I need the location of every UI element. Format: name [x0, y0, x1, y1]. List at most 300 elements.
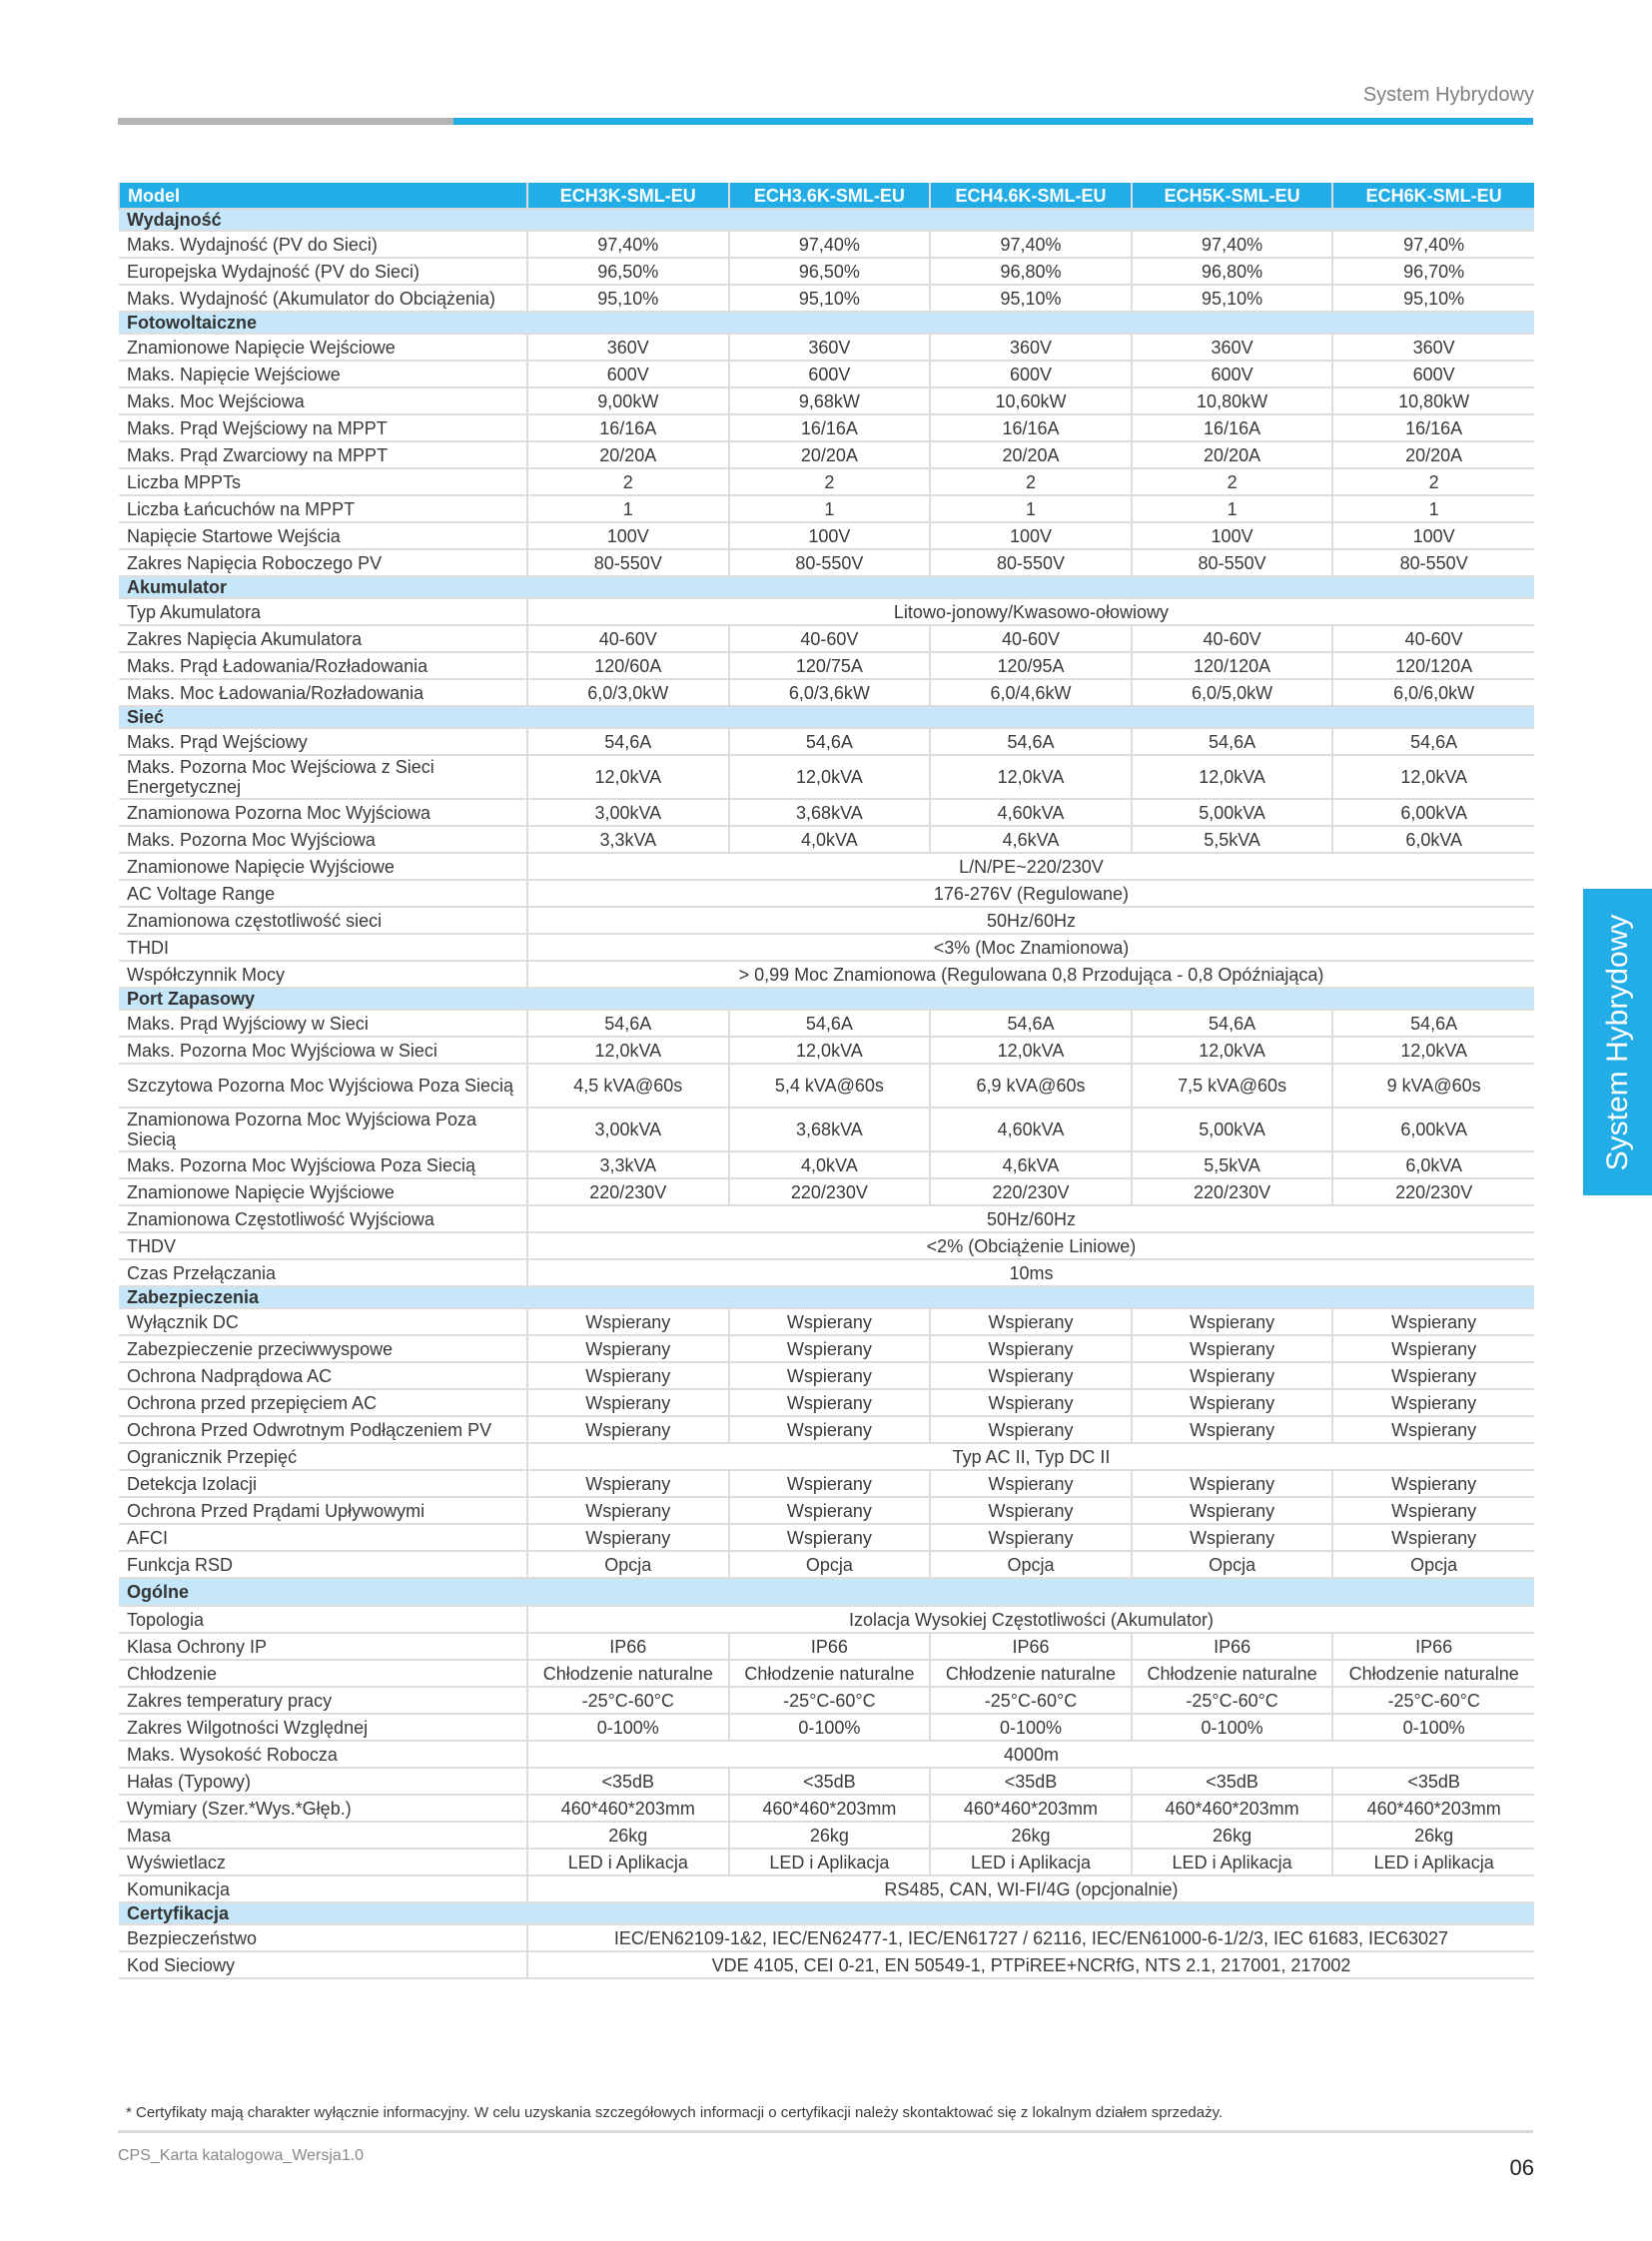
table-row	[119, 1416, 1534, 1443]
row-value: Wspierany	[1332, 1362, 1534, 1389]
table-row	[119, 495, 1534, 522]
row-value: 54,6A	[729, 1010, 931, 1037]
table-row	[119, 1010, 1534, 1037]
row-value: 1	[729, 495, 931, 522]
row-value-all-models: <3% (Moc Znamionowa)	[527, 934, 1534, 961]
row-label: Znamionowa Pozorna Moc Wyjściowa	[119, 799, 527, 826]
table-row	[119, 334, 1534, 361]
row-label: Maks. Wysokość Robocza	[119, 1741, 527, 1768]
row-value-all-models: Izolacja Wysokiej Częstotliwości (Akumulator)	[527, 1606, 1534, 1633]
row-value: 1	[930, 495, 1132, 522]
row-value: 95,10%	[930, 285, 1132, 312]
row-label: Liczba Łańcuchów na MPPT	[119, 495, 527, 522]
row-label: Topologia	[119, 1606, 527, 1633]
table-row	[119, 1660, 1534, 1687]
row-label: Komunikacja	[119, 1875, 527, 1902]
row-value: Opcja	[930, 1551, 1132, 1578]
row-value: 6,0/3,0kW	[527, 679, 729, 706]
row-value: Chłodzenie naturalne	[1332, 1660, 1534, 1687]
row-value: 120/75A	[729, 652, 931, 679]
row-value: Wspierany	[729, 1416, 931, 1443]
row-value: 26kg	[1332, 1822, 1534, 1849]
row-label: Zabezpieczenie przeciwwyspowe	[119, 1335, 527, 1362]
row-value: 54,6A	[1132, 728, 1333, 755]
row-value: 40-60V	[527, 625, 729, 652]
row-value: 3,00kVA	[527, 799, 729, 826]
row-label: Ochrona Nadprądowa AC	[119, 1362, 527, 1389]
row-value: 54,6A	[1332, 728, 1534, 755]
row-value: IP66	[729, 1633, 931, 1660]
row-label: Chłodzenie	[119, 1660, 527, 1687]
row-value: 26kg	[1132, 1822, 1333, 1849]
row-value: Wspierany	[527, 1470, 729, 1497]
row-value: 20/20A	[729, 441, 931, 468]
row-value: 5,5kVA	[1132, 1151, 1333, 1178]
row-value: 3,3kVA	[527, 826, 729, 853]
row-value: 6,0kVA	[1332, 1151, 1534, 1178]
row-value: Wspierany	[1132, 1470, 1333, 1497]
table-row	[119, 679, 1534, 706]
row-value: 10,80kW	[1332, 387, 1534, 414]
row-value: 12,0kVA	[527, 1037, 729, 1064]
section-row	[119, 988, 1534, 1010]
row-value: Wspierany	[527, 1308, 729, 1335]
row-label: Wyłącznik DC	[119, 1308, 527, 1335]
row-value: 6,0/4,6kW	[930, 679, 1132, 706]
row-value: 9,00kW	[527, 387, 729, 414]
row-value: Wspierany	[1332, 1524, 1534, 1551]
row-value: 10,80kW	[1132, 387, 1333, 414]
table-row	[119, 1151, 1534, 1178]
row-value: 20/20A	[1132, 441, 1333, 468]
table-row	[119, 1037, 1534, 1064]
row-value: Wspierany	[1132, 1308, 1333, 1335]
row-label: Ogranicznik Przepięć	[119, 1443, 527, 1470]
row-value: 100V	[1132, 522, 1333, 549]
row-value: 97,40%	[527, 231, 729, 258]
row-value: 120/95A	[930, 652, 1132, 679]
table-row	[119, 799, 1534, 826]
row-value-all-models: 50Hz/60Hz	[527, 907, 1534, 934]
row-value: Wspierany	[729, 1335, 931, 1362]
row-value: Wspierany	[930, 1362, 1132, 1389]
row-value: 360V	[1332, 334, 1534, 361]
row-value: LED i Aplikacja	[1132, 1849, 1333, 1875]
row-value: 2	[729, 468, 931, 495]
row-value: 40-60V	[930, 625, 1132, 652]
section-title: Certyfikacja	[119, 1902, 1534, 1924]
table-row	[119, 598, 1534, 625]
header-model-label: Model	[119, 183, 527, 209]
table-row	[119, 1741, 1534, 1768]
table-row	[119, 1795, 1534, 1822]
row-value: 40-60V	[729, 625, 931, 652]
row-label: Maks. Pozorna Moc Wyjściowa w Sieci	[119, 1037, 527, 1064]
row-value: Wspierany	[1132, 1416, 1333, 1443]
row-value: Chłodzenie naturalne	[1132, 1660, 1333, 1687]
row-value: Wspierany	[1132, 1335, 1333, 1362]
row-label: Zakres Napięcia Akumulatora	[119, 625, 527, 652]
row-label: Liczba MPPTs	[119, 468, 527, 495]
row-value: 6,9 kVA@60s	[930, 1064, 1132, 1108]
table-row	[119, 961, 1534, 988]
row-value: 600V	[527, 361, 729, 387]
row-value: Opcja	[527, 1551, 729, 1578]
row-value-all-models: Typ AC II, Typ DC II	[527, 1443, 1534, 1470]
row-value: 12,0kVA	[1332, 1037, 1534, 1064]
row-value: 4,60kVA	[930, 1108, 1132, 1151]
row-value: 95,10%	[1332, 285, 1534, 312]
section-row	[119, 706, 1534, 728]
table-row	[119, 387, 1534, 414]
row-value: 5,00kVA	[1132, 1108, 1333, 1151]
header-model-4: ECH5K-SML-EU	[1132, 183, 1333, 209]
row-label: Ochrona Przed Prądami Upływowymi	[119, 1497, 527, 1524]
row-label: Znamionowa Częstotliwość Wyjściowa	[119, 1205, 527, 1232]
row-value: 54,6A	[930, 1010, 1132, 1037]
row-value: Wspierany	[930, 1416, 1132, 1443]
row-value: IP66	[930, 1633, 1132, 1660]
row-label: Kod Sieciowy	[119, 1951, 527, 1978]
table-row	[119, 1232, 1534, 1259]
table-row	[119, 1822, 1534, 1849]
row-value: 96,80%	[1132, 258, 1333, 285]
row-value: 220/230V	[1132, 1178, 1333, 1205]
table-row	[119, 1606, 1534, 1633]
row-label: Europejska Wydajność (PV do Sieci)	[119, 258, 527, 285]
row-label: Czas Przełączania	[119, 1259, 527, 1286]
row-value: 4,0kVA	[729, 826, 931, 853]
row-value: 600V	[1132, 361, 1333, 387]
row-value: Wspierany	[1332, 1497, 1534, 1524]
row-value: Wspierany	[930, 1470, 1132, 1497]
section-title: Sieć	[119, 706, 1534, 728]
row-value: 26kg	[930, 1822, 1132, 1849]
row-value: 16/16A	[729, 414, 931, 441]
row-label: Wymiary (Szer.*Wys.*Głęb.)	[119, 1795, 527, 1822]
row-label: Znamionowa częstotliwość sieci	[119, 907, 527, 934]
row-value: 360V	[930, 334, 1132, 361]
row-value: 95,10%	[527, 285, 729, 312]
row-value: -25°C-60°C	[930, 1687, 1132, 1714]
row-label: Maks. Prąd Wejściowy	[119, 728, 527, 755]
row-value: 9,68kW	[729, 387, 931, 414]
row-value: 80-550V	[729, 549, 931, 576]
row-value: 360V	[527, 334, 729, 361]
table-row	[119, 1259, 1534, 1286]
row-value-all-models: 10ms	[527, 1259, 1534, 1286]
row-value: 54,6A	[527, 1010, 729, 1037]
row-value: 0-100%	[729, 1714, 931, 1741]
row-value: LED i Aplikacja	[1332, 1849, 1534, 1875]
row-value: 95,10%	[1132, 285, 1333, 312]
row-value: 220/230V	[930, 1178, 1132, 1205]
row-value: 6,0/3,6kW	[729, 679, 931, 706]
row-value: IP66	[527, 1633, 729, 1660]
row-value: -25°C-60°C	[527, 1687, 729, 1714]
table-row	[119, 1951, 1534, 1978]
row-value-all-models: RS485, CAN, WI-FI/4G (opcjonalnie)	[527, 1875, 1534, 1902]
row-value: Wspierany	[1332, 1470, 1534, 1497]
row-value: Wspierany	[729, 1308, 931, 1335]
row-value: Wspierany	[1332, 1308, 1534, 1335]
row-value: 460*460*203mm	[1132, 1795, 1333, 1822]
row-value: 1	[1332, 495, 1534, 522]
table-row	[119, 1768, 1534, 1795]
section-row	[119, 1902, 1534, 1924]
row-value: 5,4 kVA@60s	[729, 1064, 931, 1108]
row-value: 3,3kVA	[527, 1151, 729, 1178]
table-row	[119, 522, 1534, 549]
table-header-row	[119, 183, 1534, 209]
row-value: 0-100%	[1132, 1714, 1333, 1741]
row-value: 54,6A	[930, 728, 1132, 755]
table-row	[119, 1687, 1534, 1714]
row-value: Wspierany	[1332, 1389, 1534, 1416]
row-value: 97,40%	[1132, 231, 1333, 258]
section-title: Wydajność	[119, 209, 1534, 231]
row-value: LED i Aplikacja	[729, 1849, 931, 1875]
row-value-all-models: Litowo-jonowy/Kwasowo-ołowiowy	[527, 598, 1534, 625]
row-value: 20/20A	[930, 441, 1132, 468]
row-value: LED i Aplikacja	[527, 1849, 729, 1875]
row-value: 12,0kVA	[930, 755, 1132, 799]
row-value: Wspierany	[1132, 1524, 1333, 1551]
row-value: 2	[527, 468, 729, 495]
row-value: 12,0kVA	[527, 755, 729, 799]
row-value: Wspierany	[527, 1335, 729, 1362]
row-value: 6,0/6,0kW	[1332, 679, 1534, 706]
row-value-all-models: L/N/PE~220/230V	[527, 853, 1534, 880]
row-value: Wspierany	[527, 1497, 729, 1524]
row-value: 0-100%	[527, 1714, 729, 1741]
table-row	[119, 468, 1534, 495]
row-label: Maks. Prąd Wyjściowy w Sieci	[119, 1010, 527, 1037]
row-value: Wspierany	[930, 1335, 1132, 1362]
row-label: Maks. Wydajność (Akumulator do Obciążenia)	[119, 285, 527, 312]
row-value: 6,00kVA	[1332, 799, 1534, 826]
row-value: 40-60V	[1132, 625, 1333, 652]
table-row	[119, 1362, 1534, 1389]
row-value: 220/230V	[729, 1178, 931, 1205]
row-value: Opcja	[1332, 1551, 1534, 1578]
row-value: 10,60kW	[930, 387, 1132, 414]
row-value: 12,0kVA	[729, 1037, 931, 1064]
table-row	[119, 549, 1534, 576]
header-model-1: ECH3K-SML-EU	[527, 183, 729, 209]
row-label: AFCI	[119, 1524, 527, 1551]
row-value: 16/16A	[930, 414, 1132, 441]
row-value: 96,70%	[1332, 258, 1534, 285]
row-label: Maks. Pozorna Moc Wyjściowa	[119, 826, 527, 853]
row-label: Funkcja RSD	[119, 1551, 527, 1578]
row-value: -25°C-60°C	[1332, 1687, 1534, 1714]
row-value: <35dB	[527, 1768, 729, 1795]
row-value: 54,6A	[729, 728, 931, 755]
row-label: Zakres temperatury pracy	[119, 1687, 527, 1714]
row-label: Maks. Wydajność (PV do Sieci)	[119, 231, 527, 258]
row-value: 100V	[527, 522, 729, 549]
row-label: Maks. Prąd Zwarciowy na MPPT	[119, 441, 527, 468]
bottom-divider	[118, 2130, 1533, 2133]
section-title: Zabezpieczenia	[119, 1286, 1534, 1308]
row-value: 2	[930, 468, 1132, 495]
row-value: 7,5 kVA@60s	[1132, 1064, 1333, 1108]
row-label: Bezpieczeństwo	[119, 1924, 527, 1951]
section-title: Port Zapasowy	[119, 988, 1534, 1010]
row-value: 220/230V	[527, 1178, 729, 1205]
row-value: Wspierany	[1132, 1497, 1333, 1524]
page-number: 06	[1509, 2155, 1534, 2180]
row-value: Wspierany	[527, 1362, 729, 1389]
header-model-2: ECH3.6K-SML-EU	[729, 183, 931, 209]
row-value: 6,00kVA	[1332, 1108, 1534, 1151]
row-label: Wyświetlacz	[119, 1849, 527, 1875]
row-value: 80-550V	[1332, 549, 1534, 576]
row-label: Maks. Prąd Wejściowy na MPPT	[119, 414, 527, 441]
row-value: 96,50%	[729, 258, 931, 285]
row-value: Wspierany	[527, 1416, 729, 1443]
row-value: 360V	[729, 334, 931, 361]
row-value: Wspierany	[1132, 1362, 1333, 1389]
row-value-all-models: 50Hz/60Hz	[527, 1205, 1534, 1232]
row-value: 9 kVA@60s	[1332, 1064, 1534, 1108]
row-value: 4,0kVA	[729, 1151, 931, 1178]
table-row	[119, 907, 1534, 934]
row-value: 4,6kVA	[930, 826, 1132, 853]
table-row	[119, 728, 1534, 755]
table-row	[119, 826, 1534, 853]
table-row	[119, 853, 1534, 880]
header-model-5: ECH6K-SML-EU	[1332, 183, 1534, 209]
row-value: 4,6kVA	[930, 1151, 1132, 1178]
row-value: 95,10%	[729, 285, 931, 312]
table-row	[119, 285, 1534, 312]
row-label: Klasa Ochrony IP	[119, 1633, 527, 1660]
row-value: 3,68kVA	[729, 1108, 931, 1151]
row-value: 220/230V	[1332, 1178, 1534, 1205]
row-value: 3,68kVA	[729, 799, 931, 826]
section-title: Ogólne	[119, 1578, 1534, 1606]
table-row	[119, 625, 1534, 652]
row-value: 100V	[1332, 522, 1534, 549]
row-value: -25°C-60°C	[729, 1687, 931, 1714]
row-value: 460*460*203mm	[1332, 1795, 1534, 1822]
table-row	[119, 1924, 1534, 1951]
row-value: Wspierany	[1132, 1389, 1333, 1416]
certification-footnote: * Certyfikaty mają charakter wyłącznie informacyjny. W celu uzyskania szczegółowych informacji o certyfikacji należy skontaktować się z lokalnym działem sprzedaży.	[126, 2104, 1224, 2121]
row-label: Typ Akumulatora	[119, 598, 527, 625]
row-value: <35dB	[1332, 1768, 1534, 1795]
row-value: 12,0kVA	[1132, 1037, 1333, 1064]
row-value: 54,6A	[1132, 1010, 1333, 1037]
row-value: 460*460*203mm	[729, 1795, 931, 1822]
row-value: IP66	[1132, 1633, 1333, 1660]
row-label: Napięcie Startowe Wejścia	[119, 522, 527, 549]
row-label: Hałas (Typowy)	[119, 1768, 527, 1795]
row-value: 97,40%	[729, 231, 931, 258]
row-value: Wspierany	[729, 1470, 931, 1497]
row-value: 97,40%	[930, 231, 1132, 258]
table-row	[119, 1443, 1534, 1470]
row-label: Masa	[119, 1822, 527, 1849]
table-row	[119, 258, 1534, 285]
row-value: 96,80%	[930, 258, 1132, 285]
table-row	[119, 361, 1534, 387]
row-value: 0-100%	[930, 1714, 1132, 1741]
row-value: Wspierany	[930, 1308, 1132, 1335]
table-row	[119, 880, 1534, 907]
table-row	[119, 1205, 1534, 1232]
table-row	[119, 1470, 1534, 1497]
footer-document-name: CPS_Karta katalogowa_Wersja1.0	[118, 2147, 365, 2164]
row-value: 12,0kVA	[1132, 755, 1333, 799]
side-tab-label: System Hybrydowy	[1600, 914, 1634, 1170]
row-value: 0-100%	[1332, 1714, 1534, 1741]
table-row	[119, 934, 1534, 961]
row-value: 26kg	[729, 1822, 931, 1849]
row-value: Wspierany	[729, 1497, 931, 1524]
row-value: 6,0kVA	[1332, 826, 1534, 853]
table-row	[119, 1108, 1534, 1151]
row-value: Wspierany	[729, 1389, 931, 1416]
row-label: Znamionowa Pozorna Moc Wyjściowa Poza Siecią	[119, 1108, 527, 1151]
row-value: 40-60V	[1332, 625, 1534, 652]
row-value: IP66	[1332, 1633, 1534, 1660]
row-value: 1	[527, 495, 729, 522]
row-value: 16/16A	[1332, 414, 1534, 441]
row-value: 80-550V	[527, 549, 729, 576]
row-value: 120/120A	[1332, 652, 1534, 679]
row-value: 120/60A	[527, 652, 729, 679]
row-value: 600V	[1332, 361, 1534, 387]
row-value-all-models: 4000m	[527, 1741, 1534, 1768]
row-value: 16/16A	[1132, 414, 1333, 441]
row-label: AC Voltage Range	[119, 880, 527, 907]
row-label: Maks. Moc Ładowania/Rozładowania	[119, 679, 527, 706]
section-row	[119, 1578, 1534, 1606]
header-bar-gray	[118, 118, 453, 125]
row-label: Maks. Pozorna Moc Wyjściowa Poza Siecią	[119, 1151, 527, 1178]
row-value: 360V	[1132, 334, 1333, 361]
spec-table-body	[119, 209, 1534, 1978]
row-value: 3,00kVA	[527, 1108, 729, 1151]
row-value: 54,6A	[1332, 1010, 1534, 1037]
row-value: Wspierany	[527, 1389, 729, 1416]
row-value: Wspierany	[930, 1389, 1132, 1416]
row-value-all-models: VDE 4105, CEI 0-21, EN 50549-1, PTPiREE+NCRfG, NTS 2.1, 217001, 217002	[527, 1951, 1534, 1978]
section-row	[119, 576, 1534, 598]
table-row	[119, 1551, 1534, 1578]
row-value: 80-550V	[930, 549, 1132, 576]
row-value: 97,40%	[1332, 231, 1534, 258]
row-label: Detekcja Izolacji	[119, 1470, 527, 1497]
row-value: 100V	[729, 522, 931, 549]
row-value: 600V	[930, 361, 1132, 387]
row-value: 96,50%	[527, 258, 729, 285]
row-value: Chłodzenie naturalne	[729, 1660, 931, 1687]
row-value: 20/20A	[527, 441, 729, 468]
table-row	[119, 1335, 1534, 1362]
row-value: 1	[1132, 495, 1333, 522]
table-row	[119, 1308, 1534, 1335]
row-value: 54,6A	[527, 728, 729, 755]
row-label: Współczynnik Mocy	[119, 961, 527, 988]
row-value: 5,00kVA	[1132, 799, 1333, 826]
row-value: 80-550V	[1132, 549, 1333, 576]
table-row	[119, 1875, 1534, 1902]
table-row	[119, 652, 1534, 679]
